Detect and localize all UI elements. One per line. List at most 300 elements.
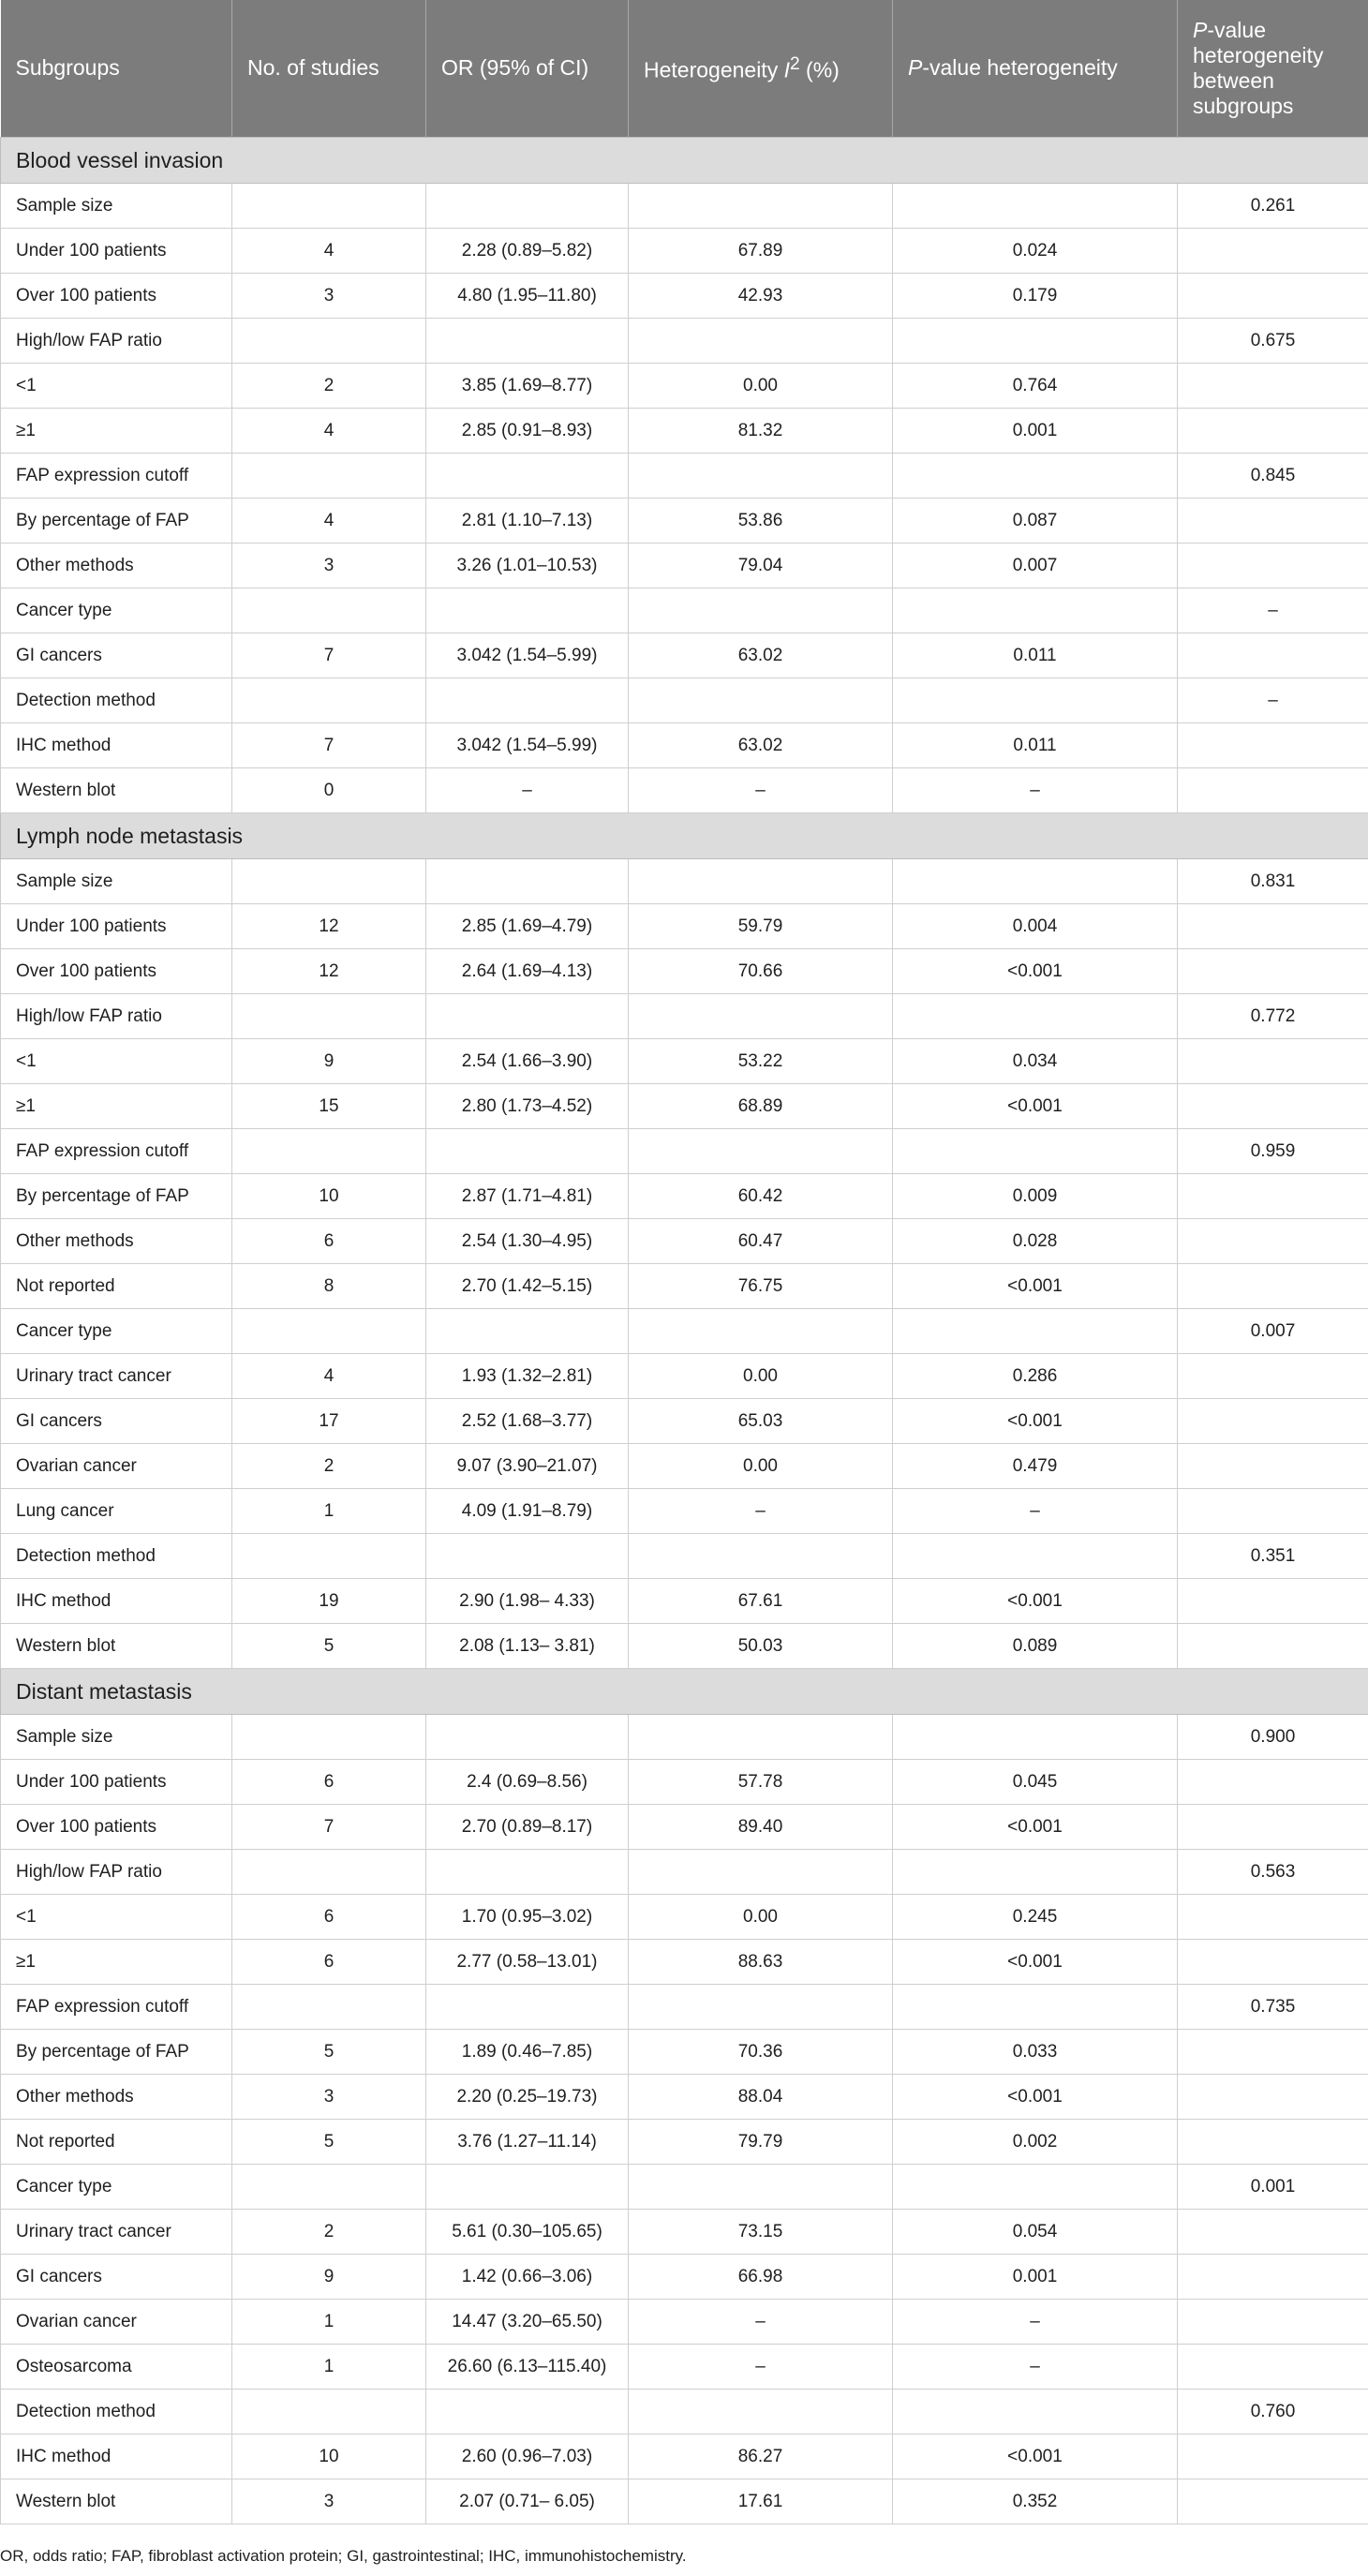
odds-ratio-cell: 3.76 (1.27–11.14): [426, 2120, 629, 2165]
studies-cell: 7: [232, 1805, 426, 1850]
heterogeneity-cell: [629, 588, 893, 633]
heterogeneity-cell: –: [629, 768, 893, 813]
p-value-cell: 0.764: [893, 364, 1178, 409]
table-row: [1, 1715, 1368, 1760]
table-row: [1, 1354, 1368, 1399]
table-row: [1, 1399, 1368, 1444]
heterogeneity-cell: 88.63: [629, 1940, 893, 1985]
header-p-between-italic: P: [1193, 17, 1208, 42]
table-row: [1, 319, 1368, 364]
odds-ratio-cell: 2.81 (1.10–7.13): [426, 499, 629, 543]
studies-cell: [232, 1850, 426, 1895]
odds-ratio-cell: 2.52 (1.68–3.77): [426, 1399, 629, 1444]
table-row: [1, 1850, 1368, 1895]
odds-ratio-cell: [426, 454, 629, 499]
heterogeneity-cell: 67.89: [629, 229, 893, 274]
studies-cell: 8: [232, 1264, 426, 1309]
p-between-cell: 0.735: [1178, 1985, 1368, 2030]
p-between-cell: 0.831: [1178, 859, 1368, 904]
header-p-italic: P: [908, 55, 923, 81]
subgroup-cell: Detection method: [1, 2390, 232, 2435]
heterogeneity-cell: 17.61: [629, 2479, 893, 2524]
p-between-cell: [1178, 2255, 1368, 2300]
subgroup-cell: Lung cancer: [1, 1489, 232, 1534]
studies-cell: 19: [232, 1579, 426, 1624]
p-between-cell: [1178, 2479, 1368, 2524]
section-title: Blood vessel invasion: [1, 138, 1368, 184]
odds-ratio-cell: 2.54 (1.30–4.95): [426, 1219, 629, 1264]
subgroup-cell: Western blot: [1, 768, 232, 813]
subgroup-cell: By percentage of FAP: [1, 1174, 232, 1219]
subgroup-cell: Not reported: [1, 2120, 232, 2165]
p-between-cell: [1178, 1039, 1368, 1084]
heterogeneity-cell: 65.03: [629, 1399, 893, 1444]
table-row: [1, 2165, 1368, 2210]
heterogeneity-cell: [629, 859, 893, 904]
p-between-cell: 0.760: [1178, 2390, 1368, 2435]
table-row: [1, 1534, 1368, 1579]
odds-ratio-cell: [426, 1534, 629, 1579]
table-row: [1, 2120, 1368, 2165]
studies-cell: 17: [232, 1399, 426, 1444]
heterogeneity-cell: [629, 1985, 893, 2030]
heterogeneity-cell: 76.75: [629, 1264, 893, 1309]
p-between-cell: [1178, 904, 1368, 949]
table-row: [1, 409, 1368, 454]
heterogeneity-cell: 67.61: [629, 1579, 893, 1624]
p-between-cell: [1178, 1579, 1368, 1624]
p-value-cell: [893, 454, 1178, 499]
odds-ratio-cell: 4.09 (1.91–8.79): [426, 1489, 629, 1534]
p-between-cell: [1178, 543, 1368, 588]
p-between-cell: 0.261: [1178, 184, 1368, 229]
table-row: [1, 184, 1368, 229]
p-between-cell: 0.007: [1178, 1309, 1368, 1354]
p-between-cell: 0.772: [1178, 994, 1368, 1039]
p-between-cell: [1178, 1354, 1368, 1399]
table-row: [1, 1805, 1368, 1850]
subgroup-cell: Ovarian cancer: [1, 2300, 232, 2345]
p-between-cell: [1178, 1895, 1368, 1940]
subgroup-cell: Over 100 patients: [1, 1805, 232, 1850]
p-value-cell: –: [893, 768, 1178, 813]
section-header-row: [1, 813, 1368, 859]
subgroup-cell: By percentage of FAP: [1, 2030, 232, 2075]
studies-cell: [232, 2390, 426, 2435]
p-between-cell: [1178, 1264, 1368, 1309]
odds-ratio-cell: 2.85 (1.69–4.79): [426, 904, 629, 949]
odds-ratio-cell: [426, 319, 629, 364]
subgroup-cell: Western blot: [1, 1624, 232, 1669]
studies-cell: 7: [232, 633, 426, 678]
p-value-cell: [893, 1534, 1178, 1579]
header-p-rest: -value heterogeneity: [922, 55, 1118, 81]
odds-ratio-cell: [426, 588, 629, 633]
heterogeneity-cell: –: [629, 2300, 893, 2345]
p-value-cell: –: [893, 1489, 1178, 1534]
heterogeneity-cell: 53.86: [629, 499, 893, 543]
studies-cell: 3: [232, 2075, 426, 2120]
p-between-cell: [1178, 409, 1368, 454]
studies-cell: 6: [232, 1219, 426, 1264]
odds-ratio-cell: 2.4 (0.69–8.56): [426, 1760, 629, 1805]
odds-ratio-cell: [426, 1715, 629, 1760]
p-value-cell: <0.001: [893, 949, 1178, 994]
table-row: [1, 1039, 1368, 1084]
subgroup-cell: High/low FAP ratio: [1, 994, 232, 1039]
odds-ratio-cell: 9.07 (3.90–21.07): [426, 1444, 629, 1489]
p-between-cell: [1178, 2435, 1368, 2479]
subgroup-cell: Not reported: [1, 1264, 232, 1309]
p-between-cell: [1178, 274, 1368, 319]
subgroup-cell: High/low FAP ratio: [1, 1850, 232, 1895]
p-value-cell: [893, 588, 1178, 633]
p-value-cell: <0.001: [893, 1399, 1178, 1444]
heterogeneity-cell: –: [629, 2345, 893, 2390]
heterogeneity-cell: 66.98: [629, 2255, 893, 2300]
subgroup-cell: Cancer type: [1, 588, 232, 633]
p-between-cell: [1178, 229, 1368, 274]
header-row: [1, 0, 1368, 138]
studies-cell: [232, 454, 426, 499]
studies-cell: 4: [232, 1354, 426, 1399]
table-row: [1, 2345, 1368, 2390]
odds-ratio-cell: 26.60 (6.13–115.40): [426, 2345, 629, 2390]
odds-ratio-cell: 2.20 (0.25–19.73): [426, 2075, 629, 2120]
heterogeneity-cell: 0.00: [629, 1895, 893, 1940]
subgroup-cell: Detection method: [1, 678, 232, 723]
odds-ratio-cell: [426, 1309, 629, 1354]
p-value-cell: 0.011: [893, 723, 1178, 768]
p-value-cell: 0.179: [893, 274, 1178, 319]
header-subgroups: Subgroups: [1, 0, 232, 138]
subgroup-cell: Under 100 patients: [1, 1760, 232, 1805]
studies-cell: [232, 2165, 426, 2210]
studies-cell: 1: [232, 1489, 426, 1534]
odds-ratio-cell: [426, 2165, 629, 2210]
p-value-cell: [893, 319, 1178, 364]
table-row: [1, 1264, 1368, 1309]
header-odds-ratio: OR (95% of CI): [426, 0, 629, 138]
p-value-cell: 0.011: [893, 633, 1178, 678]
heterogeneity-cell: 0.00: [629, 1444, 893, 1489]
subgroup-cell: ≥1: [1, 1940, 232, 1985]
odds-ratio-cell: 3.042 (1.54–5.99): [426, 633, 629, 678]
table-row: [1, 588, 1368, 633]
p-value-cell: –: [893, 2300, 1178, 2345]
table-row: [1, 678, 1368, 723]
subgroup-cell: Sample size: [1, 184, 232, 229]
studies-cell: [232, 1534, 426, 1579]
section-title: Distant metastasis: [1, 1669, 1368, 1715]
p-value-cell: 0.045: [893, 1760, 1178, 1805]
header-het-prefix: Heterogeneity: [644, 57, 784, 82]
p-value-cell: <0.001: [893, 1579, 1178, 1624]
p-between-cell: [1178, 1805, 1368, 1850]
header-p-value-heterogeneity: [893, 0, 1178, 138]
p-value-cell: 0.024: [893, 229, 1178, 274]
heterogeneity-cell: 63.02: [629, 723, 893, 768]
odds-ratio-cell: 1.42 (0.66–3.06): [426, 2255, 629, 2300]
heterogeneity-cell: [629, 1534, 893, 1579]
p-between-cell: [1178, 1489, 1368, 1534]
p-value-cell: 0.089: [893, 1624, 1178, 1669]
p-value-cell: <0.001: [893, 1264, 1178, 1309]
studies-cell: 1: [232, 2345, 426, 2390]
p-value-cell: [893, 184, 1178, 229]
odds-ratio-cell: [426, 994, 629, 1039]
p-between-cell: 0.001: [1178, 2165, 1368, 2210]
studies-cell: 0: [232, 768, 426, 813]
odds-ratio-cell: 5.61 (0.30–105.65): [426, 2210, 629, 2255]
p-between-cell: [1178, 1760, 1368, 1805]
p-between-cell: 0.563: [1178, 1850, 1368, 1895]
odds-ratio-cell: [426, 678, 629, 723]
subgroup-cell: FAP expression cutoff: [1, 1985, 232, 2030]
p-value-cell: [893, 859, 1178, 904]
subgroup-cell: Under 100 patients: [1, 229, 232, 274]
odds-ratio-cell: 1.89 (0.46–7.85): [426, 2030, 629, 2075]
table-row: [1, 1489, 1368, 1534]
heterogeneity-cell: [629, 454, 893, 499]
studies-cell: [232, 1715, 426, 1760]
studies-cell: 6: [232, 1760, 426, 1805]
p-between-cell: [1178, 364, 1368, 409]
p-value-cell: 0.245: [893, 1895, 1178, 1940]
p-between-cell: [1178, 1624, 1368, 1669]
table-row: [1, 1174, 1368, 1219]
table-row: [1, 1219, 1368, 1264]
odds-ratio-cell: 3.042 (1.54–5.99): [426, 723, 629, 768]
studies-cell: 12: [232, 904, 426, 949]
table-row: [1, 994, 1368, 1039]
subgroup-cell: Over 100 patients: [1, 274, 232, 319]
p-value-cell: 0.001: [893, 2255, 1178, 2300]
p-between-cell: [1178, 633, 1368, 678]
p-value-cell: 0.034: [893, 1039, 1178, 1084]
odds-ratio-cell: [426, 184, 629, 229]
heterogeneity-cell: [629, 184, 893, 229]
p-value-cell: 0.007: [893, 543, 1178, 588]
heterogeneity-cell: 0.00: [629, 1354, 893, 1399]
table-row: [1, 1579, 1368, 1624]
header-no-of-studies: No. of studies: [232, 0, 426, 138]
p-between-cell: –: [1178, 678, 1368, 723]
subgroup-cell: GI cancers: [1, 2255, 232, 2300]
odds-ratio-cell: 2.60 (0.96–7.03): [426, 2435, 629, 2479]
subgroup-cell: By percentage of FAP: [1, 499, 232, 543]
table-row: [1, 1624, 1368, 1669]
studies-cell: 4: [232, 409, 426, 454]
studies-cell: [232, 678, 426, 723]
heterogeneity-cell: 70.66: [629, 949, 893, 994]
p-between-cell: [1178, 1219, 1368, 1264]
table-row: [1, 2435, 1368, 2479]
heterogeneity-cell: 50.03: [629, 1624, 893, 1669]
studies-cell: 9: [232, 2255, 426, 2300]
p-between-cell: 0.845: [1178, 454, 1368, 499]
odds-ratio-cell: 2.70 (1.42–5.15): [426, 1264, 629, 1309]
subgroup-cell: FAP expression cutoff: [1, 1129, 232, 1174]
studies-cell: 2: [232, 364, 426, 409]
table-row: [1, 543, 1368, 588]
p-value-cell: 0.004: [893, 904, 1178, 949]
heterogeneity-cell: 79.04: [629, 543, 893, 588]
odds-ratio-cell: [426, 1129, 629, 1174]
subgroup-cell: Over 100 patients: [1, 949, 232, 994]
odds-ratio-cell: 2.90 (1.98– 4.33): [426, 1579, 629, 1624]
p-value-cell: [893, 1129, 1178, 1174]
subgroup-cell: Osteosarcoma: [1, 2345, 232, 2390]
table-row: [1, 1309, 1368, 1354]
p-value-cell: [893, 678, 1178, 723]
odds-ratio-cell: 2.64 (1.69–4.13): [426, 949, 629, 994]
heterogeneity-cell: [629, 1309, 893, 1354]
odds-ratio-cell: [426, 859, 629, 904]
table-row: [1, 859, 1368, 904]
p-value-cell: <0.001: [893, 1805, 1178, 1850]
odds-ratio-cell: 2.28 (0.89–5.82): [426, 229, 629, 274]
heterogeneity-cell: [629, 319, 893, 364]
header-het-sup: 2: [789, 53, 800, 74]
table-row: [1, 2390, 1368, 2435]
heterogeneity-cell: –: [629, 1489, 893, 1534]
subgroup-cell: Urinary tract cancer: [1, 1354, 232, 1399]
subgroup-cell: IHC method: [1, 1579, 232, 1624]
odds-ratio-cell: 4.80 (1.95–11.80): [426, 274, 629, 319]
table-row: [1, 1129, 1368, 1174]
table-row: [1, 1895, 1368, 1940]
section-header-row: [1, 138, 1368, 184]
odds-ratio-cell: [426, 1850, 629, 1895]
p-between-cell: [1178, 2300, 1368, 2345]
studies-cell: 5: [232, 2030, 426, 2075]
table-row: [1, 768, 1368, 813]
table-row: [1, 1444, 1368, 1489]
header-p-between-rest: -value heterogeneity between subgroups: [1193, 17, 1324, 119]
table-row: [1, 1760, 1368, 1805]
heterogeneity-cell: 0.00: [629, 364, 893, 409]
heterogeneity-cell: 59.79: [629, 904, 893, 949]
subgroup-cell: Cancer type: [1, 1309, 232, 1354]
table-row: [1, 949, 1368, 994]
p-value-cell: 0.002: [893, 2120, 1178, 2165]
subgroup-cell: Other methods: [1, 2075, 232, 2120]
p-between-cell: [1178, 2210, 1368, 2255]
heterogeneity-cell: 57.78: [629, 1760, 893, 1805]
header-het-suffix: (%): [799, 57, 840, 82]
heterogeneity-cell: 86.27: [629, 2435, 893, 2479]
studies-cell: [232, 1129, 426, 1174]
heterogeneity-cell: 63.02: [629, 633, 893, 678]
p-value-cell: 0.479: [893, 1444, 1178, 1489]
heterogeneity-cell: 88.04: [629, 2075, 893, 2120]
p-value-cell: 0.054: [893, 2210, 1178, 2255]
studies-cell: 3: [232, 543, 426, 588]
p-between-cell: [1178, 499, 1368, 543]
studies-cell: 6: [232, 1940, 426, 1985]
p-value-cell: 0.001: [893, 409, 1178, 454]
subgroup-cell: ≥1: [1, 409, 232, 454]
odds-ratio-cell: 2.85 (0.91–8.93): [426, 409, 629, 454]
heterogeneity-cell: 89.40: [629, 1805, 893, 1850]
odds-ratio-cell: 3.85 (1.69–8.77): [426, 364, 629, 409]
p-between-cell: –: [1178, 588, 1368, 633]
studies-cell: [232, 184, 426, 229]
table-row: [1, 229, 1368, 274]
studies-cell: [232, 1309, 426, 1354]
p-value-cell: [893, 2165, 1178, 2210]
heterogeneity-cell: [629, 1850, 893, 1895]
odds-ratio-cell: 1.70 (0.95–3.02): [426, 1895, 629, 1940]
table-row: [1, 2255, 1368, 2300]
odds-ratio-cell: 2.70 (0.89–8.17): [426, 1805, 629, 1850]
subgroup-cell: IHC method: [1, 723, 232, 768]
subgroup-cell: GI cancers: [1, 633, 232, 678]
odds-ratio-cell: 1.93 (1.32–2.81): [426, 1354, 629, 1399]
p-value-cell: 0.352: [893, 2479, 1178, 2524]
table-row: [1, 364, 1368, 409]
p-value-cell: [893, 1715, 1178, 1760]
table-footnote: OR, odds ratio; FAP, fibroblast activation protein; GI, gastrointestinal; IHC, immunohistochemistry.: [0, 2547, 687, 2565]
studies-cell: 2: [232, 2210, 426, 2255]
p-value-cell: [893, 1985, 1178, 2030]
odds-ratio-cell: 2.77 (0.58–13.01): [426, 1940, 629, 1985]
table-row: [1, 454, 1368, 499]
p-value-cell: 0.286: [893, 1354, 1178, 1399]
heterogeneity-cell: [629, 1129, 893, 1174]
table-row: [1, 2479, 1368, 2524]
subgroup-cell: ≥1: [1, 1084, 232, 1129]
header-het-i: I: [783, 57, 790, 82]
table-row: [1, 904, 1368, 949]
heterogeneity-cell: [629, 994, 893, 1039]
subgroup-cell: Urinary tract cancer: [1, 2210, 232, 2255]
p-value-cell: [893, 1309, 1178, 1354]
studies-cell: 10: [232, 2435, 426, 2479]
studies-cell: 5: [232, 1624, 426, 1669]
p-value-cell: 0.087: [893, 499, 1178, 543]
studies-cell: [232, 588, 426, 633]
studies-cell: 5: [232, 2120, 426, 2165]
table-row: [1, 1940, 1368, 1985]
p-value-cell: 0.033: [893, 2030, 1178, 2075]
p-value-cell: [893, 1850, 1178, 1895]
p-between-cell: 0.675: [1178, 319, 1368, 364]
section-title: Lymph node metastasis: [1, 813, 1368, 859]
p-value-cell: 0.009: [893, 1174, 1178, 1219]
table-body: [1, 138, 1368, 2524]
heterogeneity-cell: 53.22: [629, 1039, 893, 1084]
subgroup-cell: Sample size: [1, 859, 232, 904]
heterogeneity-cell: [629, 2165, 893, 2210]
heterogeneity-cell: 60.47: [629, 1219, 893, 1264]
studies-cell: 10: [232, 1174, 426, 1219]
studies-cell: [232, 319, 426, 364]
p-between-cell: 0.900: [1178, 1715, 1368, 1760]
p-between-cell: [1178, 2120, 1368, 2165]
p-value-cell: <0.001: [893, 1940, 1178, 1985]
subgroup-cell: Other methods: [1, 1219, 232, 1264]
studies-cell: 6: [232, 1895, 426, 1940]
studies-cell: 3: [232, 274, 426, 319]
p-between-cell: 0.959: [1178, 1129, 1368, 1174]
p-between-cell: [1178, 768, 1368, 813]
p-between-cell: 0.351: [1178, 1534, 1368, 1579]
heterogeneity-cell: 42.93: [629, 274, 893, 319]
subgroup-cell: <1: [1, 1895, 232, 1940]
studies-cell: 4: [232, 499, 426, 543]
